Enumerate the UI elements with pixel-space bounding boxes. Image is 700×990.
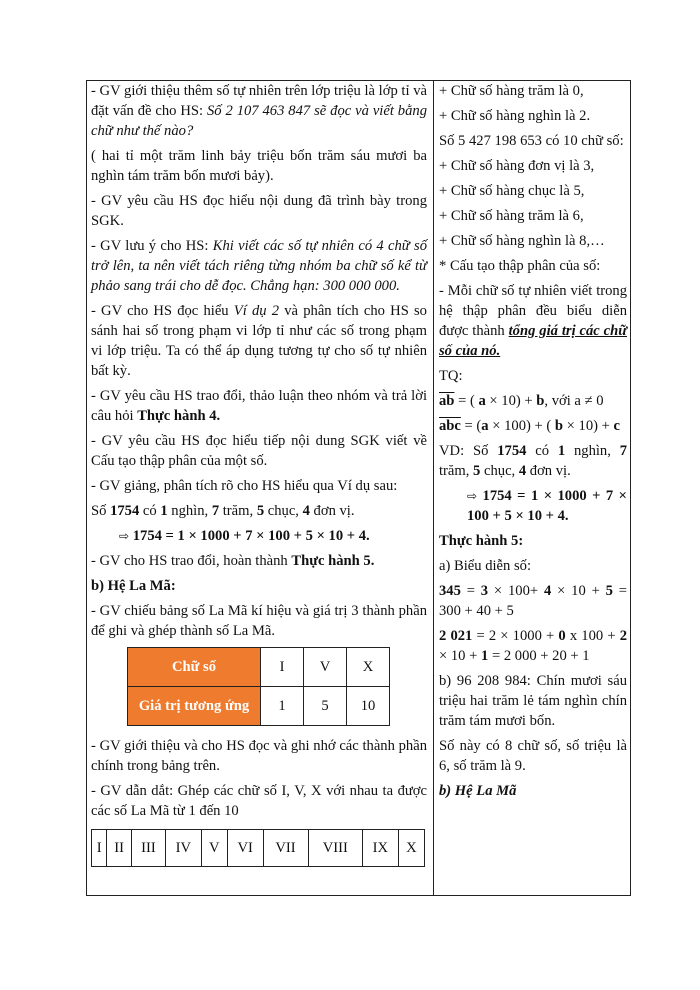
paragraph-roman-table-intro: - GV chiếu bảng số La Mã kí hiệu và giá trị 3 thành phần để ghi và ghép thành số La Mã. xyxy=(91,603,427,639)
list-item: + Chữ số hàng trăm là 0, xyxy=(439,83,584,99)
paragraph-example: - GV cho HS đọc hiểu Ví dụ 2 và phân tích cho HS so sánh hai số trong phạm vi lớp tỉ như các số trong phạm vi lớp triệu. Ta có thể áp dụng tương tự cho số tự nhiên bất kỳ. xyxy=(91,303,427,379)
table-row xyxy=(92,830,425,867)
list-item: + Chữ số hàng đơn vị là 3, xyxy=(439,158,595,174)
heading-practice-5: Thực hành 5: xyxy=(439,533,524,549)
paragraph-vd: VD: Số 1754 có 1 nghìn, 7 trăm, 5 chục, 4 đơn vị. xyxy=(439,443,628,479)
table-cell: VI xyxy=(227,830,263,867)
table-cell: X xyxy=(347,648,390,687)
table-row xyxy=(128,687,390,726)
table-cell: VIII xyxy=(308,830,362,867)
list-item: * Cấu tạo thập phân của số: xyxy=(439,258,601,274)
table-cell: I xyxy=(261,648,304,687)
paragraph-memorize: - GV giới thiệu và cho HS đọc và ghi nhớ các thành phần chính trong bảng trên. xyxy=(91,738,427,774)
heading-roman: b) Hệ La Mã: xyxy=(91,578,176,594)
paragraph-practice-4: - GV yêu cầu HS trao đổi, thảo luận theo nhóm và trả lời câu hỏi Thực hành 4. xyxy=(91,388,427,424)
paragraph-note: - GV lưu ý cho HS: Khi viết các số tự nhiên có 4 chữ số trở lên, ta nên viết tách riêng từng nhóm ba chữ số kể từ phảo sang trái cho dễ đọc. Chẳng hạn: 300 000 000. xyxy=(91,238,428,294)
paragraph-1754: Số 1754 có 1 nghìn, 7 trăm, 5 chục, 4 đơn vị. xyxy=(91,503,355,519)
paragraph-sgk: - GV yêu cầu HS đọc hiểu nội dung đã trình bày trong SGK. xyxy=(91,193,427,229)
formula-ab: $\overline{ab}$ = ( a × 10) + b, với a ≠ 0 xyxy=(439,393,604,409)
formula-345: 345 = 3 × 100+ 4 × 10 + 5 = 300 + 40 + 5 xyxy=(439,583,628,619)
list-item: + Chữ số hàng nghìn là 8,… xyxy=(439,233,605,249)
paragraph-decimal: - GV yêu cầu HS đọc hiểu tiếp nội dung SGK viết về Cấu tạo thập phân của một số. xyxy=(91,433,427,469)
list-item: + Chữ số hàng nghìn là 2. xyxy=(439,108,591,124)
paragraph-represent: a) Biểu diễn số: xyxy=(439,558,532,574)
arrow-icon: ⇨ xyxy=(119,529,130,543)
table-cell: 10 xyxy=(347,687,390,726)
paragraph-explain: - GV giảng, phân tích rõ cho HS hiểu qua Ví dụ sau: xyxy=(91,478,398,494)
paragraph-digit-count: Số này có 8 chữ số, số triệu là 6, số trăm là 9. xyxy=(439,738,627,774)
heading-roman-right: b) Hệ La Mã xyxy=(439,783,517,799)
teacher-activity-column xyxy=(91,81,427,867)
roman-numerals-table xyxy=(91,829,425,867)
lesson-table xyxy=(86,80,631,896)
table-cell: III xyxy=(131,830,165,867)
column-divider xyxy=(433,81,434,895)
table-row xyxy=(128,648,390,687)
table-cell: IV xyxy=(165,830,201,867)
paragraph-reading: ( hai tỉ một trăm linh bảy triệu bốn trăm sáu mươi ba nghìn tám trăm bốn mươi bảy). xyxy=(91,148,427,184)
paragraph-1754-formula: ⇨ 1754 = 1 × 1000 + 7 × 100 + 5 × 10 + 4. xyxy=(119,528,370,544)
table-cell: 5 xyxy=(304,687,347,726)
arrow-icon: ⇨ xyxy=(467,489,478,503)
table-cell: 1 xyxy=(261,687,304,726)
table-cell: VII xyxy=(263,830,308,867)
list-item: + Chữ số hàng trăm là 6, xyxy=(439,208,584,224)
paragraph-practice-5: - GV cho HS trao đổi, hoàn thành Thực hành 5. xyxy=(91,553,375,569)
paragraph-vd-formula: ⇨ 1754 = 1 × 1000 + 7 × 100 + 5 × 10 + 4. xyxy=(467,488,627,524)
roman-digit-table xyxy=(127,647,390,726)
paragraph-tq: TQ: xyxy=(439,368,463,384)
paragraph-combine: - GV dẫn dắt: Ghép các chữ số I, V, X với nhau ta được các số La Mã từ 1 đến 10 xyxy=(91,783,427,819)
table-cell: II xyxy=(107,830,132,867)
list-item: Số 5 427 198 653 có 10 chữ số: xyxy=(439,133,624,149)
list-item: + Chữ số hàng chục là 5, xyxy=(439,183,585,199)
table-cell: V xyxy=(201,830,227,867)
paragraph-96208984: b) 96 208 984: Chín mươi sáu triệu hai trăm lẻ tám nghìn chín trăm tám mươi bốn. xyxy=(439,673,627,729)
formula-abc: $\overline{abc} = (a \times 100)$ + ( b × 10) + c xyxy=(439,418,621,434)
table-header-cell: Chữ số xyxy=(128,648,261,687)
table-cell: V xyxy=(304,648,347,687)
table-cell: X xyxy=(398,830,424,867)
student-product-column xyxy=(439,81,627,806)
paragraph-definition: - Mỗi chữ số tự nhiên viết trong hệ thập phân đều biểu diễn được thành tổng giá trị các chữ số của nó. xyxy=(439,283,627,359)
paragraph-intro: - GV giới thiệu thêm số tự nhiên trên lớp triệu là lớp tỉ và đặt vấn đề cho HS: Số 2 107 463 847 sẽ đọc và viết bằng chữ như thế nào? xyxy=(91,83,427,139)
table-cell: I xyxy=(92,830,107,867)
table-header-cell: Giá trị tương ứng xyxy=(128,687,261,726)
table-cell: IX xyxy=(363,830,399,867)
formula-2021: 2 021 = 2 × 1000 + 0 x 100 + 2 × 10 + 1 = 2 000 + 20 + 1 xyxy=(439,628,628,664)
